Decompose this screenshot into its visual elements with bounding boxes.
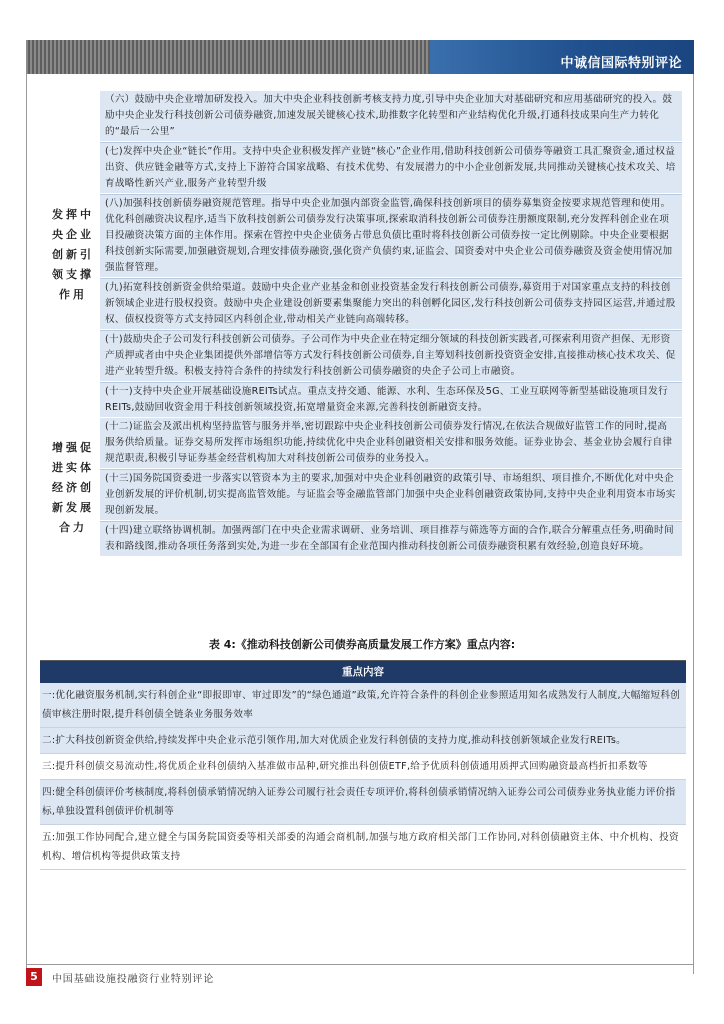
left-rule xyxy=(26,74,27,974)
group-items xyxy=(100,418,682,557)
footer-title: 中国基础设施投融资行业特别评论 xyxy=(52,974,214,985)
table-cell: (九)拓宽科技创新资金供给渠道。鼓励中央企业产业基金和创业投资基金发行科技创新公司债券,募资用于对国家重点支持的科技创新领域企业进行股权投资。鼓励中央企业建设创新要素集聚能力突出的科创孵化园区,发行科技创新公司债券支持园区运营,并通过股权、债权投资等方式支持园区内科创企业,带动相关产业链向高端转移。 xyxy=(100,278,682,330)
table-cell: (十三)国务院国资委进一步落实以管资本为主的要求,加强对中央企业科创融资的政策引导、市场组织、项目推介,不断优化对中央企业创新发展的评价机制,切实提高监管效能。与证监会等金融监管部门加强中央企业科创融资政策协同,支持中央企业利用资本市场实现创新发展。 xyxy=(100,469,682,521)
table-cell: (十二)证监会及派出机构坚持监管与服务并举,密切跟踪中央企业科技创新公司债券发行情况,在依法合规做好监管工作的同时,提高服务供给质量。证券交易所发挥市场组织功能,持续优化中央企业科创融资相关安排和服务效能。证券业协会、基金业协会履行自律规范职责,积极引导证券基金经营机构加大对科技创新公司债券的业务投入。 xyxy=(100,418,682,469)
page-number: 5 xyxy=(26,968,42,986)
key-content-table xyxy=(40,660,686,870)
table-header: 重点内容 xyxy=(40,660,686,683)
category-label: 发挥中央企业创新引领支撑作用 xyxy=(46,91,100,418)
table-cell: (十四)建立联络协调机制。加强两部门在中央企业需求调研、业务培训、项目推荐与筛选等方面的合作,联合分解重点任务,明确时间表和路线图,推动各项任务落到实处,为进一步在全部国有企业范围内推动科技创新公司债券融资积累有效经验,创造良好环境。 xyxy=(100,521,682,557)
right-rule xyxy=(693,74,694,974)
group-items xyxy=(100,91,682,418)
table-row: 二:扩大科技创新资金供给,持续发挥中央企业示范引领作用,加大对优质企业发行科创债的支持力度,推动科技创新领域企业发行REITs。 xyxy=(40,728,686,754)
table-row: 五:加强工作协同配合,建立健全与国务院国资委等相关部委的沟通会商机制,加强与地方政府相关部门工作协同,对科创债融资主体、中介机构、投资机构、增信机构等提供政策支持 xyxy=(40,825,686,870)
group-innovation-leading xyxy=(46,91,682,418)
footer-rule xyxy=(26,964,694,965)
table-cell: (十)鼓励央企子公司发行科技创新公司债券。子公司作为中央企业在特定细分领域的科技创新实践者,可探索利用资产担保、无形资产质押或者由中央企业集团提供外部增信等方式发行科技创新公司债券,自主筹划科技创新投资资金安排,直接推动核心技术攻关、促进产业转型升级。积极支持符合条件的持续发行科技创新公司债券融资的央企子公司上市融资。 xyxy=(100,330,682,382)
table-cell: (八)加强科技创新债券融资规范管理。指导中央企业加强内部资金监管,确保科技创新项目的债券募集资金按要求规范管理和使用。优化科创融资决议程序,适当下放科技创新公司债券发行决策事项,探索取消科技创新公司债券注册额度限制,充分发挥科创企业在项目投融资决策方面的主体作用。探索在管控中央企业债务占带息负债比重时将科技创新公司债券按一定比例剔除。中央企业要根据科技创新实际需要,加强融资规划,合理安排债券融资,强化资产负债约束,证监会、国资委对中央企业公司债券融资及资金使用情况加强监督管理。 xyxy=(100,194,682,278)
table-cell: （六）鼓励中央企业增加研发投入。加大中央企业科技创新考核支持力度,引导中央企业加大对基础研究和应用基础研究的投入。鼓励中央企业发行科技创新公司债券融资,加速发展关键核心技术,助推数字化转型和产业结构优化升级,打通科技成果向生产力转化的“最后一公里” xyxy=(100,91,682,142)
policy-table xyxy=(46,91,682,557)
table-row: 一:优化融资服务机制,实行科创企业“即报即审、审过即发”的“绿色通道”政策,允许符合条件的科创企业参照适用知名成熟发行人制度,大幅缩短科创债审核注册时限,提升科创债全链条业务服务效率 xyxy=(40,683,686,728)
category-label: 增强促进实体经济创新发展合力 xyxy=(46,418,100,557)
table-cell: (十一)支持中央企业开展基础设施REITs试点。重点支持交通、能源、水利、生态环保及5G、工业互联网等新型基础设施项目发行REITs,鼓励回收资金用于科技创新领域投资,拓宽增量资金来源,完善科技创新融资支持。 xyxy=(100,382,682,418)
table-cell: (七)发挥中央企业“链长”作用。支持中央企业积极发挥产业链“核心”企业作用,借助科技创新公司债券等融资工具汇聚资金,通过权益出资、供应链金融等方式,支持上下游符合国家战略、有技术优势、有发展潜力的中小企业创新发展,共同推动关键核心技术攻关、培育战略性新兴产业,服务产业转型升级 xyxy=(100,142,682,194)
table-row: 三:提升科创债交易流动性,将优质企业科创债纳入基准做市品种,研究推出科创债ETF,给予优质科创债通用质押式回购融资最高档折扣系数等 xyxy=(40,754,686,780)
table-caption: 表 4:《推动科技创新公司债券高质量发展工作方案》重点内容: xyxy=(208,638,516,651)
table-row: 四:健全科创债评价考核制度,将科创债承销情况纳入证券公司履行社会责任专项评价,将科创债承销情况纳入证券公司公司债券业务执业能力评价指标,单独设置科创债评价机制等 xyxy=(40,780,686,825)
header-title: 中诚信国际特别评论 xyxy=(560,56,682,71)
group-real-economy xyxy=(46,418,682,557)
